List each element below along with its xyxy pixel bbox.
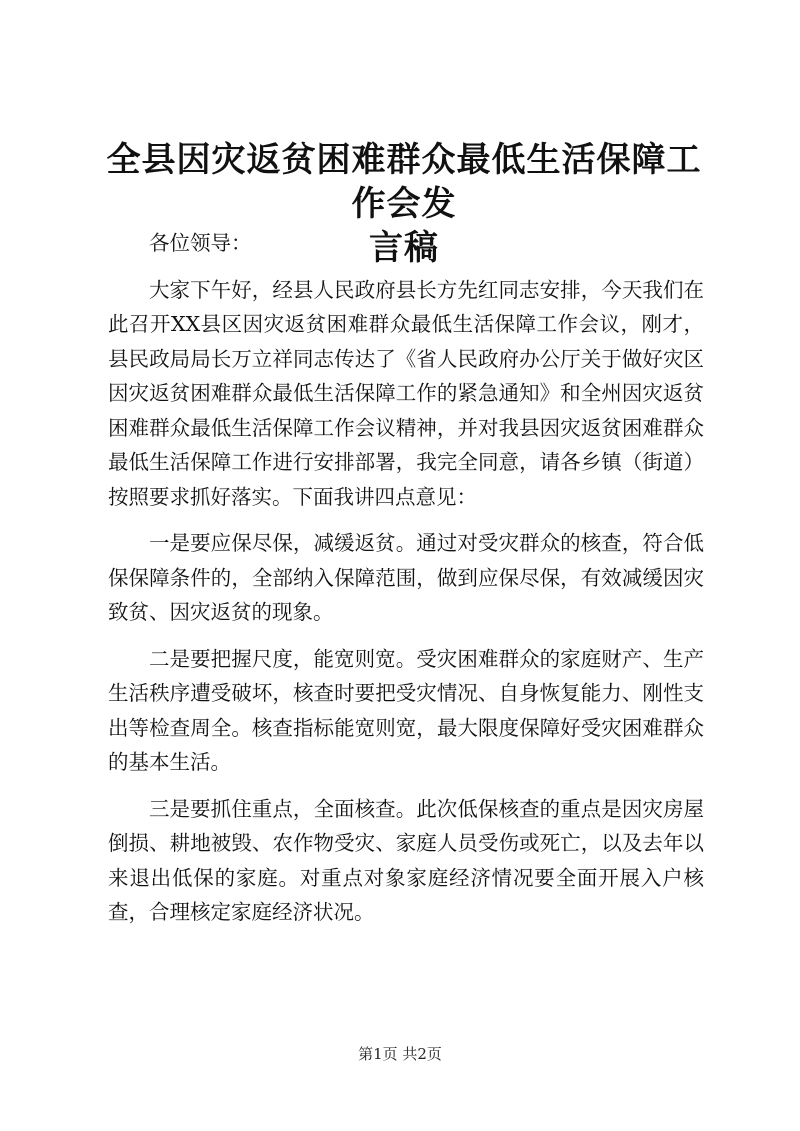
title-line-1: 全县因灾返贫困难群众最低生活保障工作会发 (106, 140, 702, 224)
body-paragraph-1: 大家下午好，经县人民政府县长方先红同志安排，今天我们在此召开XX县区因灾返贫困难群众最低生活保障工作会议，刚才，县民政局局长万立祥同志传达了《省人民政府办公厅关于做好灾区因灾返贫困难群众最低生活保障工作的紧急通知》和全州因灾返贫困难群众最低生活保障工作会议精神，并对我县因灾返贫困难群众最低生活保障工作进行安排部署，我完全同意，请各乡镇（街道）按照要求抓好落实。下面我讲四点意见： (108, 277, 704, 509)
body-paragraph-2: 一是要应保尽保，减缓返贫。通过对受灾群众的核查，符合低保保障条件的，全部纳入保障范围，做到应保尽保，有效减缓因灾致贫、因灾返贫的现象。 (108, 531, 704, 624)
title-line-2: 言稿 (369, 228, 439, 268)
salutation-paragraph: 各位领导： (149, 231, 252, 255)
document-body (108, 226, 704, 942)
page-number-footer: 第1页 共2页 (358, 1045, 442, 1063)
body-paragraph-4: 三是要抓住重点，全面核查。此次低保核查的重点是因灾房屋倒损、耕地被毁、农作物受灾、家庭人员受伤或死亡，以及去年以来退出低保的家庭。对重点对象家庭经济情况要全面开展入户核查，合理核定家庭经济状况。 (108, 796, 704, 924)
body-paragraph-3: 二是要把握尺度，能宽则宽。受灾困难群众的家庭财产、生产生活秩序遭受破坏，核查时要把受灾情况、自身恢复能力、刚性支出等检查周全。核查指标能宽则宽，最大限度保障好受灾困难群众的基本生活。 (108, 646, 704, 774)
